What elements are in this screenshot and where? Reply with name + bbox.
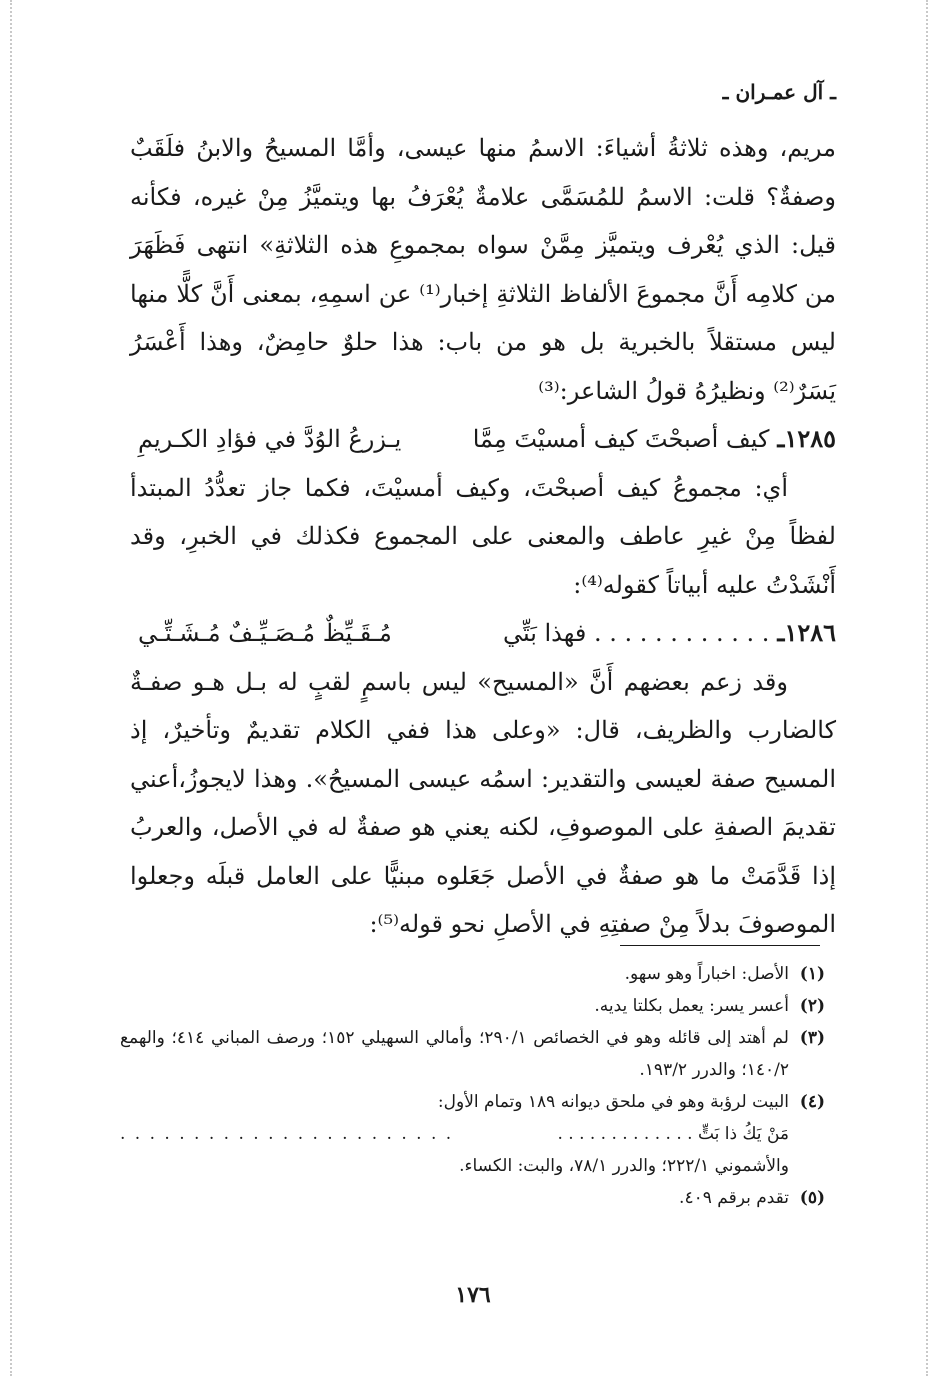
footnote-text: لم أهتد إلى قائله وهو في الخصائص ٢٩٠/١؛ وأمالي السهيلي ١٥٢؛ ورصف المباني ٤١٤؛ والهمع ١٤٠/٢؛ والدرر ١٩٣/٢. (120, 1028, 789, 1080)
verse-1285 (130, 415, 836, 464)
footnote-5 (120, 1182, 825, 1214)
footnote-verse-first-hemistich: مَنْ يَكُ ذا بَتٍّ . . . . . . . . . . . . . (557, 1124, 789, 1144)
verse-number: ١٢٨٥ـ (777, 424, 836, 453)
verse-second-hemistich: يـزرعُ الوُدَّ في فؤادِ الكـريمِ (138, 425, 402, 453)
footnote-text: تقدم برقم ٤٠٩. (679, 1188, 789, 1208)
footnote-text: أعسر يسر: يعمل بكلتا يديه. (594, 996, 789, 1016)
footnote-text: الأصل: اخباراً وهو سهو. (624, 964, 789, 984)
footnote-text: البيت لرؤبة وهو في ملحق ديوانه ١٨٩ وتمام الأول: (437, 1092, 789, 1112)
footnote-4 (120, 1086, 825, 1118)
footnote-3 (120, 1022, 825, 1086)
footnote-number: (٥) (799, 1188, 825, 1208)
paragraph-3: وقد زعم بعضهم أَنَّ «المسيح» ليس باسمٍ لقبٍ له بـل هـو صفـةٌ كالضارب والظريف، قال: «وعلى هذا ففي الكلام تقديمٌ وتأخيرٌ، إذ المسيح صفة لعيسى والتقدير: اسمُه عيسى المسيحُ». وهذا لايجوزُ،أعني تقديمَ الصفةِ على الموصوفِ، لكنه يعني هو صفةٌ له في الأصل، والعربُ إذا قَدَّمَتْ ما هو صفةٌ في الأصل جَعَلوه مبنيًّا على العامل قبلَه وجعلوا الموصوفَ بدلاً مِنْ صفتِهِ في الأصلِ نحو قوله⁽⁵⁾: (130, 667, 836, 938)
verse-first-hemistich: . . . . . . . . . . . . فهذا بَتِّي (502, 619, 770, 647)
footnote-2 (120, 990, 825, 1022)
footnotes (120, 958, 825, 1214)
verse-second-hemistich: مُـقَـيِّظٌ مُـصَـيِّـفٌ مُـشَـتِّـي (138, 619, 392, 647)
footnote-number: (١) (799, 964, 825, 984)
footnote-4-sources: والأشموني ٢٢٢/١؛ والدرر ٧٨/١، والبت: الكساء. (459, 1156, 789, 1176)
verse-1286 (130, 609, 836, 658)
footnote-number: (٤) (799, 1092, 825, 1112)
right-margin-dotted-line (926, 0, 928, 1376)
footnote-number: (٢) (799, 996, 825, 1016)
page-number: ١٧٦ (455, 1282, 491, 1308)
footnote-1 (120, 958, 825, 990)
paragraph-2: أي: مجموعُ كيف أصبحْتَ، وكيف أمسيْتَ، فكما جاز تعدُّدُ المبتدأ لفظاً مِنْ غيرِ عاطف والمعنى على المجموع فكذلك في الخبرِ، وقد أَنْشَدْتُ عليه أبياتاً كقوله⁽⁴⁾: (130, 473, 836, 599)
verse-number: ١٢٨٦ـ (777, 618, 836, 647)
footnote-separator (620, 945, 820, 946)
footnote-4-verse (120, 1118, 825, 1150)
footnote-number: (٣) (799, 1028, 825, 1048)
paragraph-1: مريم، وهذه ثلاثةُ أشياءَ: الاسمُ منها عيسى، وأمَّا المسيحُ والابنُ فلَقَبٌ وصفةٌ؟ قلت: الاسمُ للمُسَمَّى علامةٌ يُعْرَفُ بها ويتميَّزُ مِنْ غيره، فكأنه قيل: الذي يُعْرف ويتميَّز مِمَّنْ سواه بمجموعِ هذه الثلاثةِ» انتهى فَظَهَرَ من كلامِه أَنَّ مجموعَ الألفاظ الثلاثةِ إخبار⁽¹⁾ عن اسمِهِ، بمعنى أَنَّ كلًّا منها ليس مستقلاً بالخبرية بل هو من باب: هذا حلوٌ حامِضٌ، وهذا أَعْسَرُ يَسَرٌ⁽²⁾ ونظيرُهُ قولُ الشاعر:⁽³⁾ (130, 134, 836, 405)
main-text (130, 124, 836, 949)
left-margin-dotted-line (10, 0, 12, 1376)
footnote-verse-second-hemistich: . . . . . . . . . . . . . . . . . . . . . . . (120, 1124, 454, 1144)
verse-first-hemistich: كيف أصبحْتَ كيف أمسيْتَ مِمَّا (472, 425, 770, 453)
running-header: ـ آل عمـران ـ (722, 80, 836, 104)
